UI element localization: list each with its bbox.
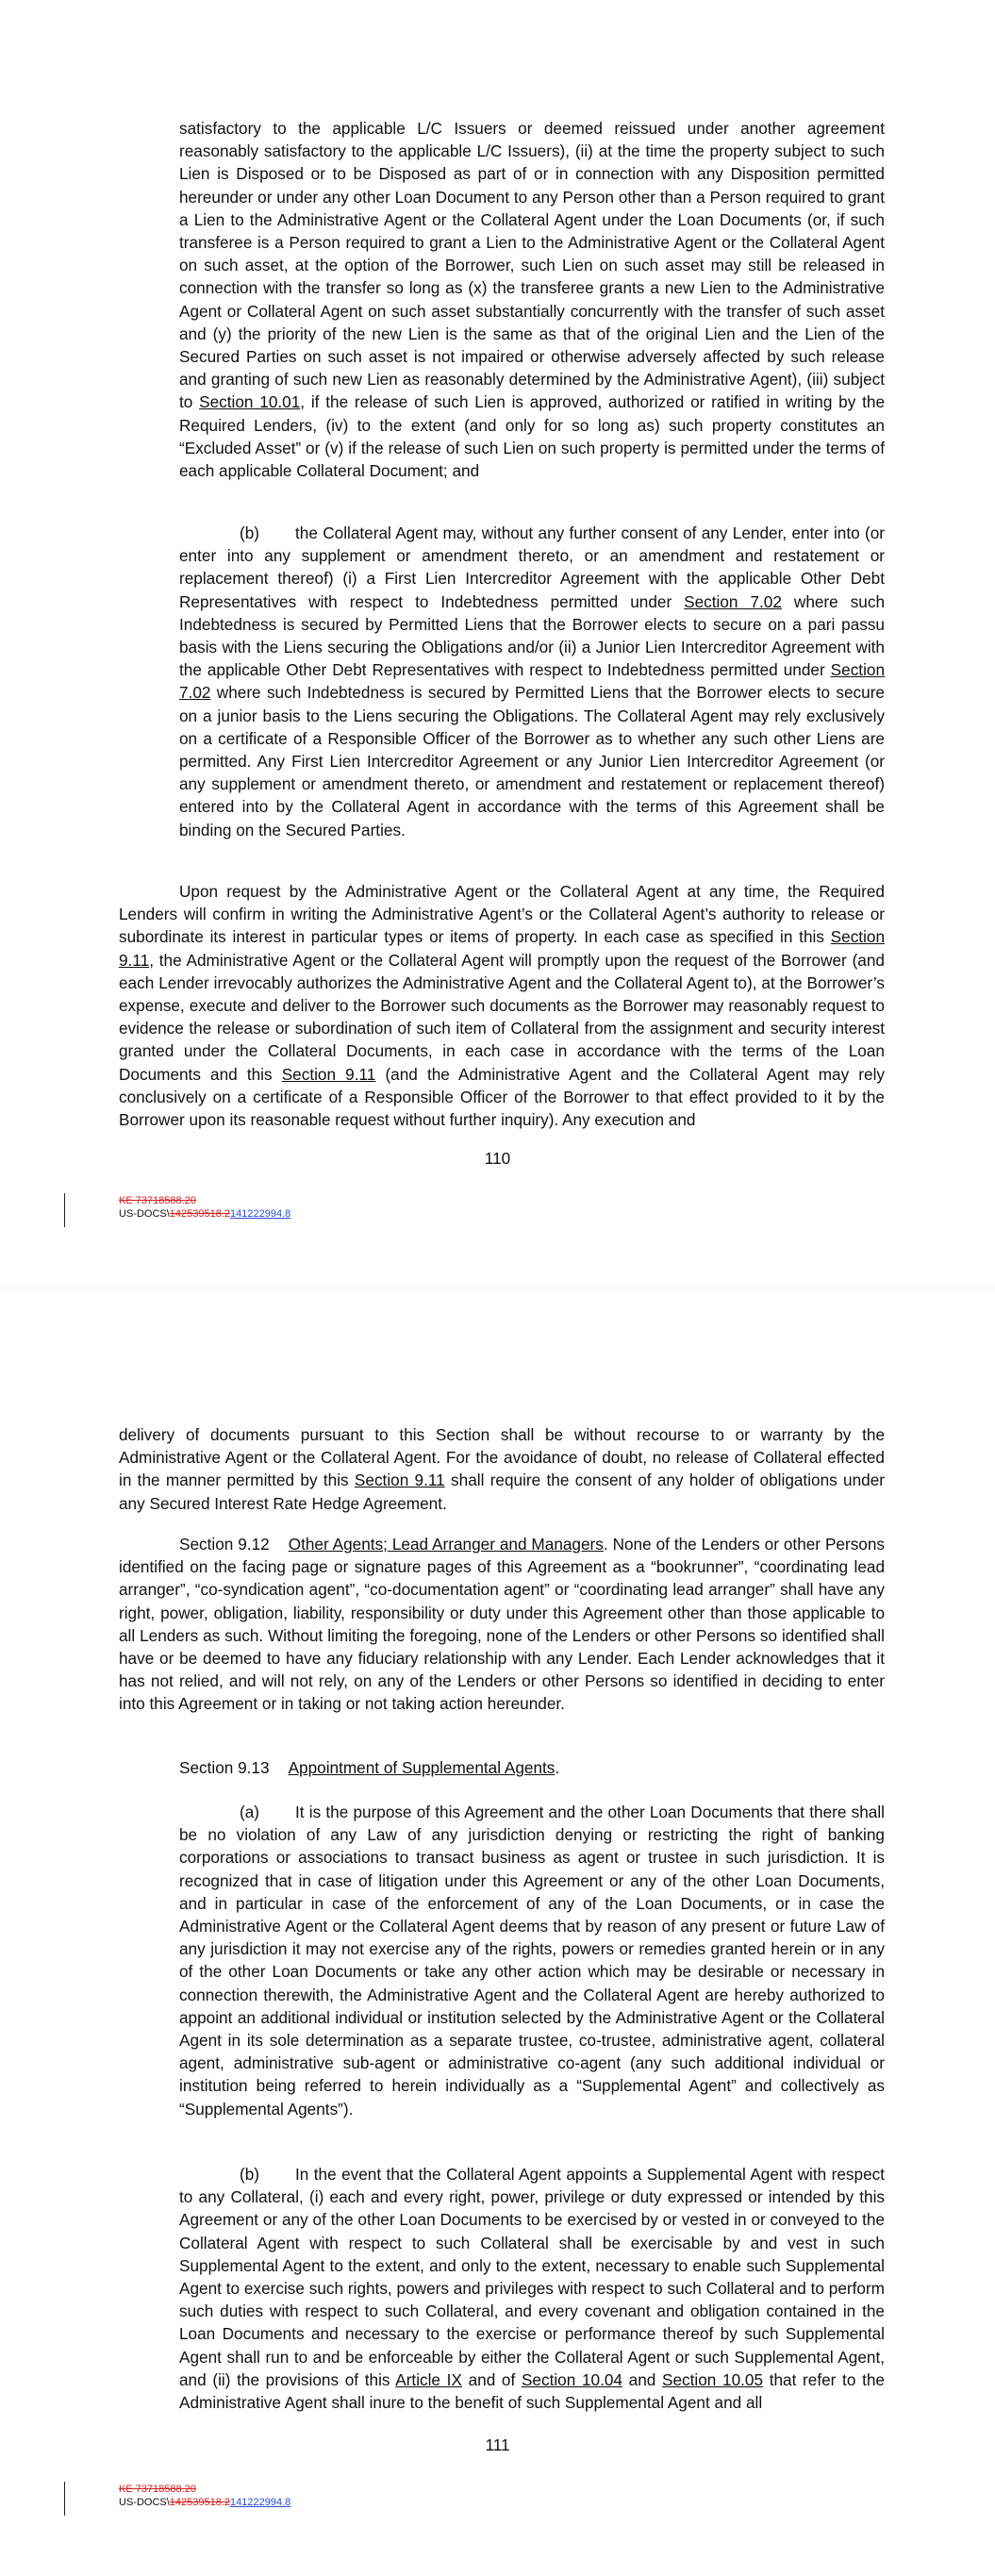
section-9-11-link[interactable]: Section 9.11: [119, 927, 885, 970]
section-10-05-link[interactable]: Section 10.05: [662, 2369, 764, 2389]
footer-new-id: 141222994.8: [230, 2497, 291, 2508]
section-9-13-number: Section 9.13: [179, 1758, 270, 1777]
paragraph-9-13-a: (a) It is the purpose of this Agreement and the other Loan Documents that there shall be no violation of any Law of any jurisdiction denying or restricting the right of banking corporations or associations to transact business as agent or trustee in such jurisdiction. It is recognized that in case of litigation under this Agreement or any of the other Loan Documents, and in particular in case of the enforcement of any of the Loan Documents, or in case the Administrative Agent or the Collateral Agent deems that by reason of any present or future Law of any jurisdiction it may not exercise any of the rights, powers or remedies granted herein or in any of the other Loan Documents or take any other action which may be desirable or necessary in connection therewith, the Administrative Agent and the Collateral Agent are hereby authorized to appoint an additional individual or institution selected by the Administrative Agent or the Collateral Agent in its sole determination as a separate trustee, co-trustee, administrative agent, collateral agent, administrative sub-agent or administrative co-agent (any such additional individual or institution being referred to herein individually as a “Supplemental Agent” and collectively as “Supplemental Agents”).: [179, 1803, 885, 2119]
section-7-02-link[interactable]: Section 7.02: [179, 660, 885, 703]
document-footer: KE 73718588.20 US-DOCS\142539518.2141222994.8: [119, 2484, 291, 2508]
paragraph-a-continuation: satisfactory to the applicable L/C Issuers or deemed reissued under another agreement reasonably satisfactory to the applicable L/C Issuers), (ii) at the time the property subject to such Lien is Disposed or to be Disposed as part of or in connection with any Disposition permitted hereunder or under any other Loan Document to any Person other than a Person required to grant a Lien to the Administrative Agent or the Collateral Agent under the Loan Documents (or, if such transferee is a Person required to grant a Lien to the Administrative Agent or the Collateral Agent on such asset, at the option of the Borrower, such Lien on such asset may still be released in connection with the transfer so long as (x) the transferee grants a new Lien to the Administrative Agent or Collateral Agent on such asset substantially concurrently with the transfer of such asset and (y) the priority of the new Lien is the same as that of the original Lien and the Lien of the Secured Parties on such asset is not impaired or otherwise adversely affected by such release and granting of such new Lien as reasonably determined by the Administrative Agent), (iii) subject to Section 10.01, if the release of such Lien is approved, authorized or ratified in writing by the Required Lenders, (iv) to the extent (and only for so long as) such property constitutes an “Excluded Asset” or (v) if the release of such Lien on such property is permitted under the terms of each applicable Collateral Document; and: [179, 119, 886, 481]
page-111: [0, 1288, 995, 2576]
section-10-01-link[interactable]: Section 10.01: [199, 392, 301, 412]
footer-old-id: 142539518.2: [169, 2497, 231, 2508]
section-9-12-number: Section 9.12: [179, 1535, 270, 1554]
section-10-04-link[interactable]: Section 10.04: [521, 2369, 622, 2389]
clause-label-b: (b): [240, 2165, 260, 2184]
paragraph-delivery: delivery of documents pursuant to this Section shall be without recourse to or warranty by the Administrative Agent or the Collateral Agent. For the avoidance of doubt, no release of Collateral effected in the manner permitted by this Section 9.11 shall require the consent of any holder of obligations under any Secured Interest Rate Hedge Agreement.: [119, 1425, 885, 1513]
section-9-13-heading-row: Section 9.13 Appointment of Supplemental Agents.: [179, 1758, 560, 1777]
clause-label-a: (a): [240, 1803, 260, 1821]
page-number: 110: [484, 1149, 511, 1168]
clause-label-b: (b): [240, 524, 260, 542]
section-9-13-heading: Appointment of Supplemental Agents: [288, 1758, 556, 1777]
section-9-11-link[interactable]: Section 9.11: [354, 1471, 445, 1490]
paragraph-b: (b) the Collateral Agent may, without any further consent of any Lender, enter into (or enter into any supplement or amendment thereto, or an amendment and restatement or replacement thereof) (i) a First Lien Intercreditor Agreement with the applicable Other Debt Representatives with respect to Indebtedness permitted under Section 7.02 where such Indebtedness is secured by Permitted Liens that the Borrower elects to secure on a pari passu basis with the Liens securing the Obligations and/or (ii) a Junior Lien Intercreditor Agreement with the applicable Other Debt Representatives with respect to Indebtedness permitted under Section 7.02 where such Indebtedness is secured by Permitted Liens that the Borrower elects to secure on a junior basis to the Liens securing the Obligations. The Collateral Agent may rely exclusively on a certificate of a Responsible Officer of the Borrower as to whether any such other Liens are permitted. Any First Lien Intercreditor Agreement or any Junior Lien Intercreditor Agreement (or any supplement or amendment thereto, or amendment and restatement or replacement thereof) entered into by the Collateral Agent in accordance with the terms of this Agreement shall be binding on the Secured Parties.: [179, 524, 886, 839]
footer-ke-id: KE 73718588.20: [119, 1195, 196, 1206]
paragraph-request: Upon request by the Administrative Agent or the Collateral Agent at any time, the Required Lenders will confirm in writing the Administrative Agent’s or the Collateral Agent’s authority to release or subordinate its interest in particular types or items of property. In each case as specified in this Section 9.11, the Administrative Agent or the Collateral Agent will promptly upon the request of the Borrower (and each Lender irrevocably authorizes the Administrative Agent and the Collateral Agent to), at the Borrower’s expense, execute and deliver to the Borrower such documents as the Borrower may reasonably request to evidence the release or subordination of such item of Collateral from the assignment and security interest granted under the Collateral Documents, in each case in accordance with the terms of the Loan Documents and this Section 9.11 (and the Administrative Agent and the Collateral Agent may rely conclusively on a certificate of a Responsible Officer of the Borrower to that effect provided to it by the Borrower upon its reasonable request without further inquiry). Any execution and: [119, 882, 885, 1130]
section-9-11-link[interactable]: Section 9.11: [281, 1064, 376, 1084]
document-footer: KE 73718588.20 US-DOCS\142539518.2141222994.8: [119, 1195, 291, 1220]
footer-old-id: 142539518.2: [169, 1208, 231, 1220]
change-bar: [64, 1193, 65, 1227]
footer-ke-id: KE 73718588.20: [119, 2484, 196, 2495]
page-number: 111: [485, 2435, 510, 2454]
footer-new-id: 141222994.8: [230, 1208, 291, 1220]
article-ix-link[interactable]: Article IX: [395, 2369, 462, 2389]
paragraph-9-13-b: (b) In the event that the Collateral Agent appoints a Supplemental Agent with respect to any Collateral, (i) each and every right, power, privilege or duty expressed or intended by this Agreement or any of the other Loan Documents to be exercised by or vested in or conveyed to the Collateral Agent with respect to such Collateral shall be exercisable by and vest in such Supplemental Agent to the extent, and only to the extent, necessary to enable such Supplemental Agent to exercise such rights, powers and privileges with respect to such Collateral and to perform such duties with respect to such Collateral, and every covenant and obligation contained in the Loan Documents and necessary to the exercise or performance thereof by such Supplemental Agent shall run to and be enforceable by either the Collateral Agent or such Supplemental Agent, and (ii) the provisions of this Article IX and of Section 10.04 and Section 10.05 that refer to the Administrative Agent shall inure to the benefit of such Supplemental Agent and all: [179, 2165, 885, 2413]
change-bar: [64, 2482, 65, 2516]
section-9-12: Section 9.12 Other Agents; Lead Arranger and Managers. None of the Lenders or other Persons identified on the facing page or signature pages of this Agreement as a “bookrunner”, “coordinating lead arranger”, “co-syndication agent”, “co-documentation agent” or “coordinating lead arranger” shall have any right, power, obligation, liability, responsibility or duty under this Agreement other than those applicable to all Lenders as such. Without limiting the foregoing, none of the Lenders or other Persons so identified shall have or be deemed to have any fiduciary relationship with any Lender. Each Lender acknowledges that it has not relied, and will not rely, on any of the Lenders or other Persons so identified in deciding to enter into this Agreement or in taking or not taking action hereunder.: [119, 1535, 885, 1714]
section-9-12-heading: Other Agents; Lead Arranger and Managers: [288, 1535, 604, 1554]
section-7-02-link[interactable]: Section 7.02: [684, 591, 782, 611]
